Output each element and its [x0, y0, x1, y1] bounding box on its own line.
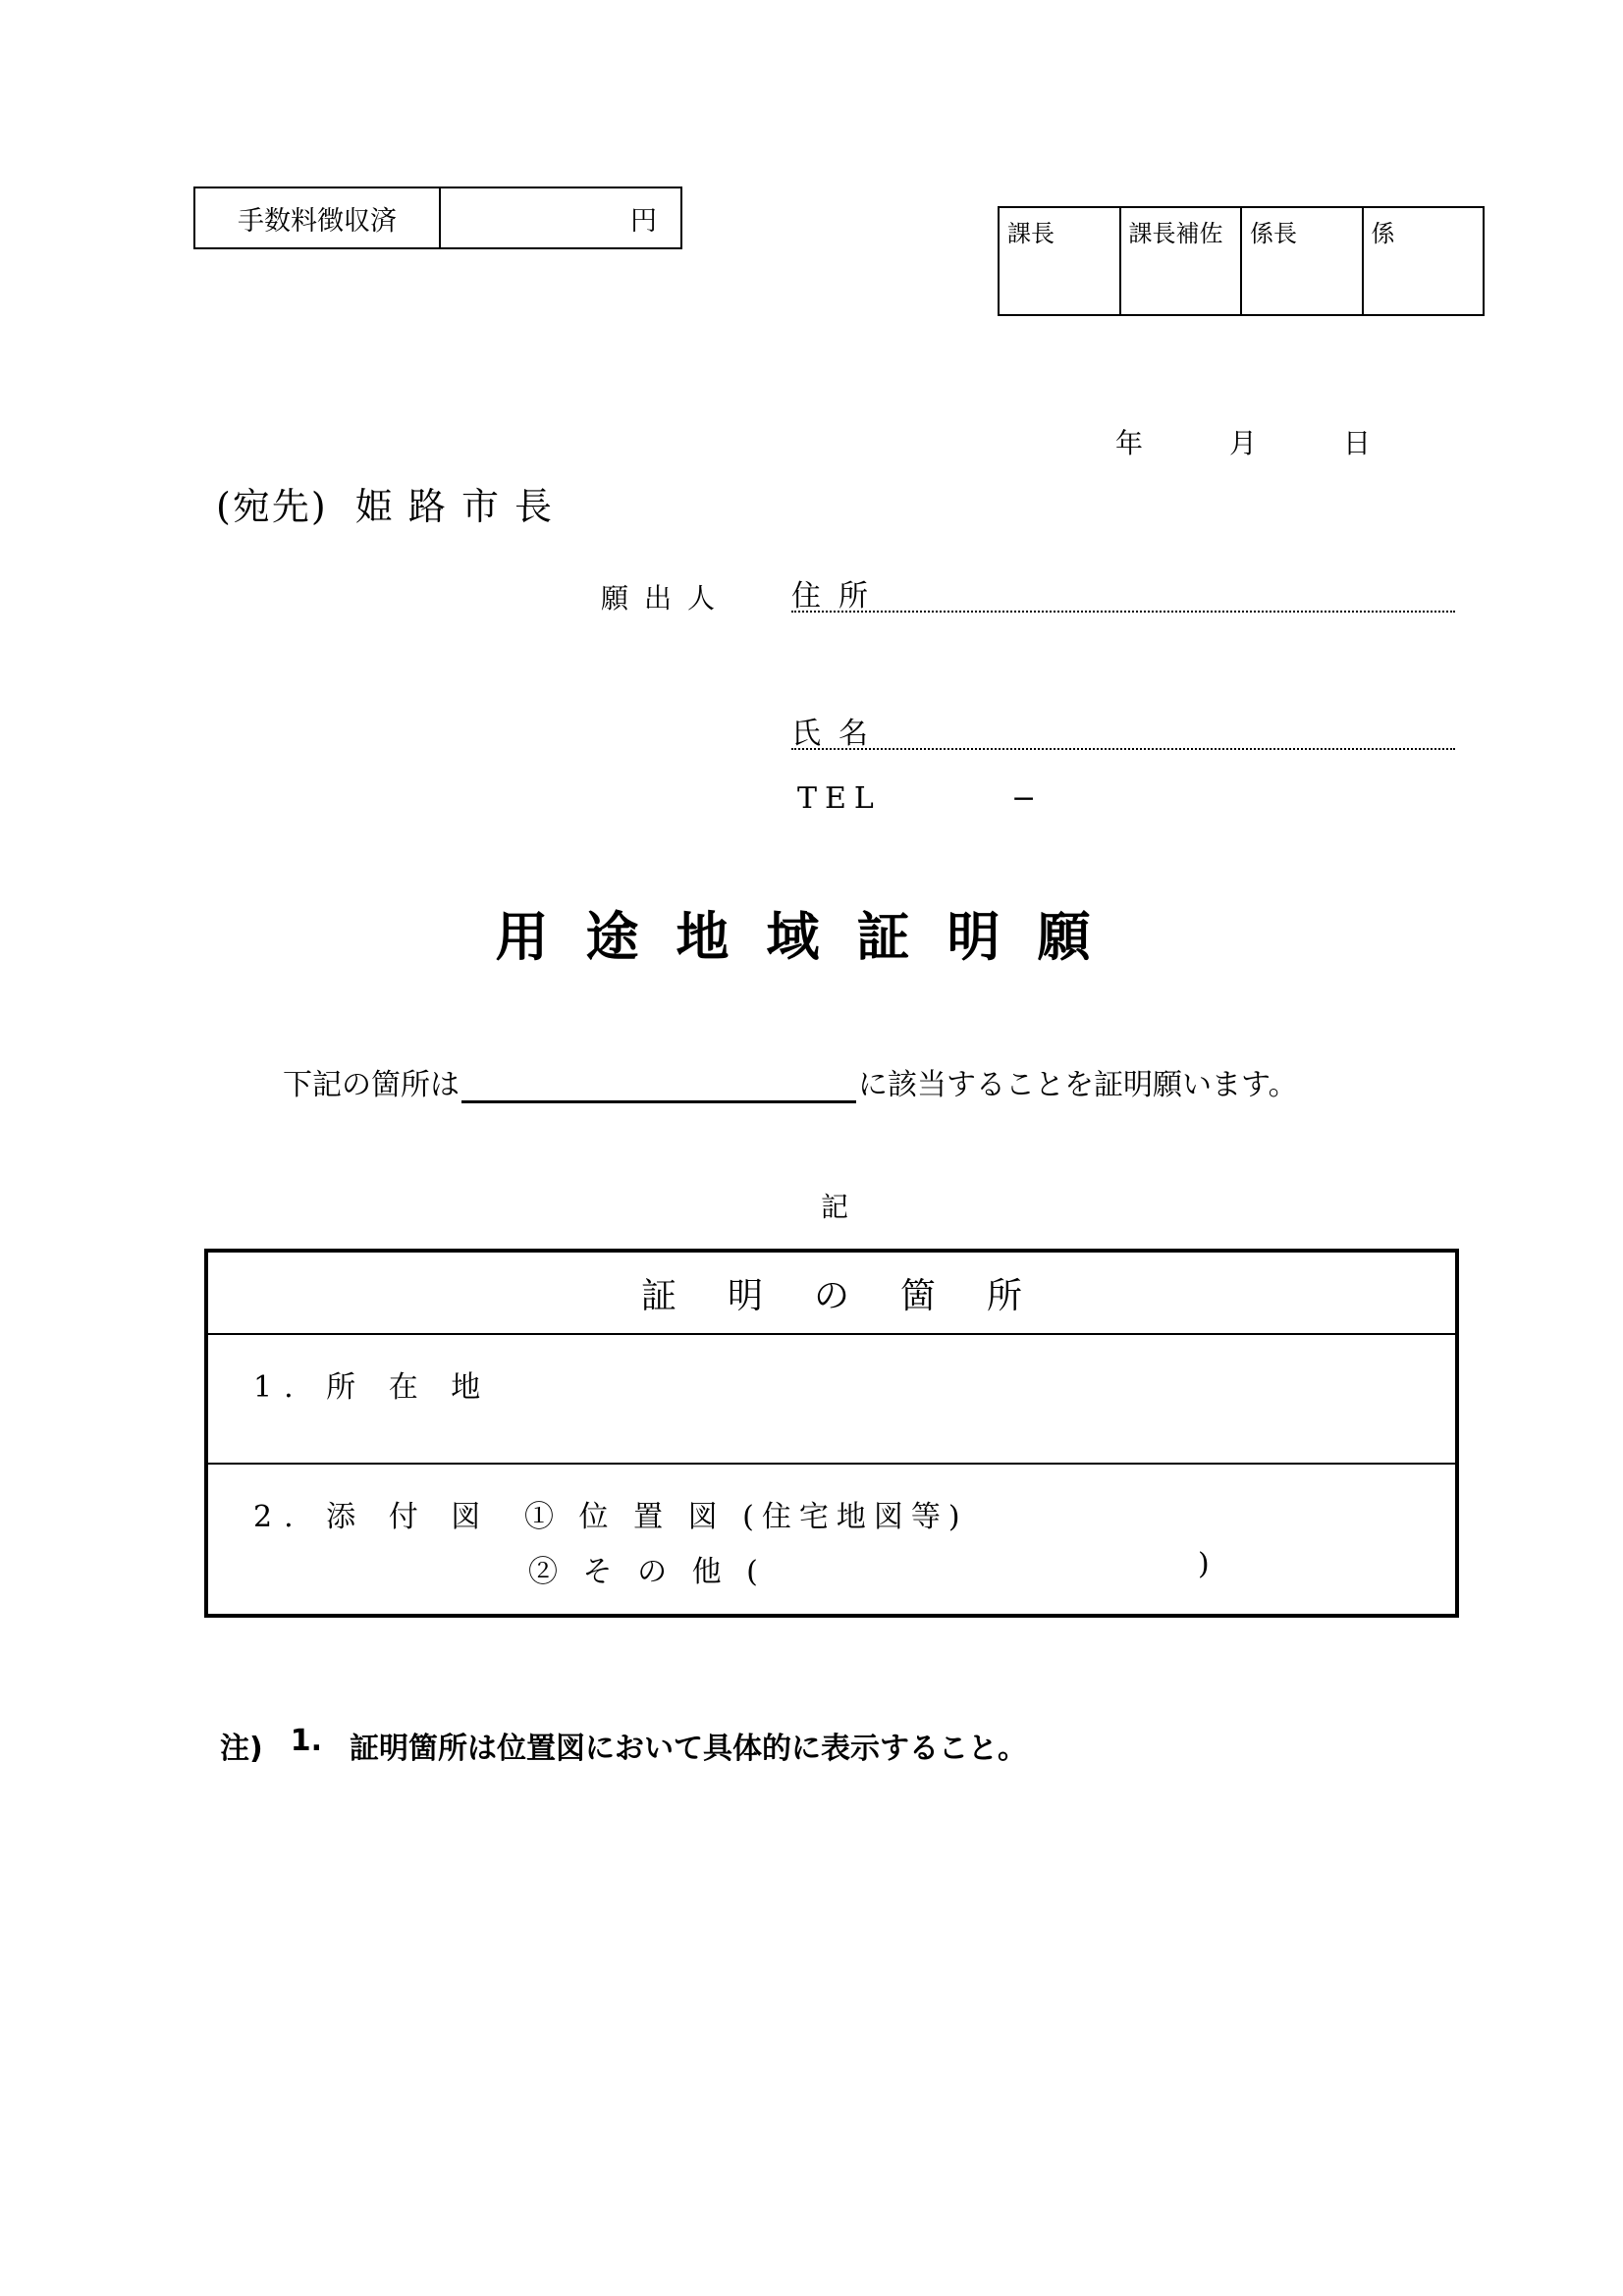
approval-cell-kacho-hosa[interactable]: [1121, 208, 1243, 314]
addressee: (宛先) 姫 路 市 長: [216, 485, 555, 528]
date-year: 年: [1115, 427, 1144, 459]
statement-before: 下記の箇所は: [283, 1068, 460, 1102]
note: [220, 1724, 1027, 1767]
attachment-item-map: ① 位 置 図 (住宅地図等): [524, 1500, 968, 1534]
address-label: 住所: [791, 579, 886, 614]
fee-amount-field[interactable]: [441, 188, 680, 247]
attachment-row: [208, 1465, 1455, 1614]
approval-label: 係長: [1250, 220, 1297, 247]
name-label: 氏名: [791, 717, 886, 751]
date-month: 月: [1229, 427, 1258, 459]
attachment-item-other[interactable]: ② そ の 他 (: [528, 1555, 766, 1589]
address-field[interactable]: [791, 571, 1455, 613]
tel-dash: −: [1011, 781, 1037, 816]
attachment-item-other-close: ): [1198, 1547, 1210, 1581]
approval-cell-kacho[interactable]: [1000, 208, 1121, 314]
applicant-label: 願出人: [601, 582, 731, 614]
note-number: 1.: [290, 1724, 322, 1758]
date-day: 日: [1343, 427, 1372, 459]
fee-label: 手数料徴収済: [195, 188, 441, 247]
approval-cell-kakaricho[interactable]: [1242, 208, 1364, 314]
tel-label: TEL: [797, 781, 882, 816]
approval-stamp-box: [998, 206, 1485, 316]
name-field[interactable]: [791, 709, 1455, 750]
fee-unit: 円: [630, 205, 657, 237]
note-text: 証明箇所は位置図において具体的に表示すること。: [350, 1732, 1027, 1766]
certification-table: [204, 1249, 1459, 1618]
approval-cell-kakari[interactable]: [1364, 208, 1484, 314]
table-header: 証明の箇所: [208, 1253, 1455, 1335]
zone-name-blank[interactable]: [461, 1067, 856, 1103]
approval-label: 課長補佐: [1128, 220, 1223, 247]
location-label: 1. 所 在 地: [253, 1370, 493, 1405]
approval-label: 係: [1371, 220, 1395, 247]
statement: [283, 1060, 1298, 1103]
ki-label: 記: [821, 1191, 849, 1223]
statement-after: に該当することを証明願います。: [858, 1068, 1298, 1102]
fee-box: [193, 187, 682, 249]
attachment-label: 2. 添 付 図: [253, 1500, 493, 1534]
location-row[interactable]: [208, 1335, 1455, 1465]
document-title: 用途地域証明願: [495, 906, 1128, 968]
date-line: [1115, 422, 1371, 461]
note-prefix: 注): [220, 1732, 263, 1766]
approval-label: 課長: [1007, 220, 1055, 247]
